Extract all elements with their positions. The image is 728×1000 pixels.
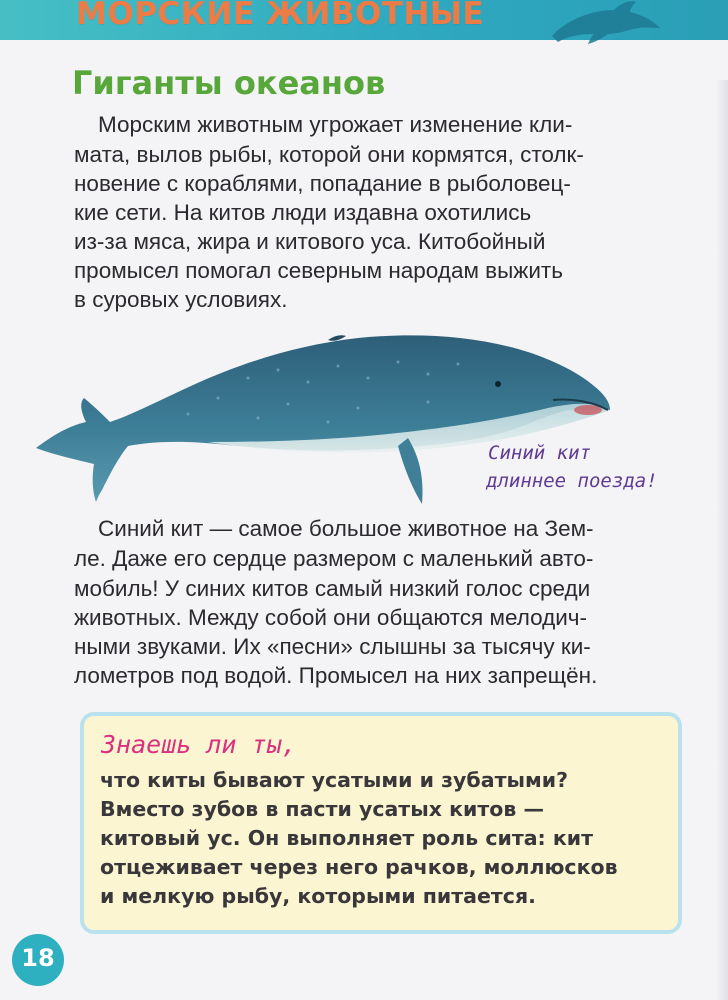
text-line: промысел помогал северным народам выжить [74, 258, 563, 283]
section-title: Гиганты океанов [72, 64, 386, 102]
text-line: кие сети. На китов люди издавна охотились [74, 200, 532, 225]
text-line: в суровых условиях. [74, 287, 288, 312]
page-number: 18 [21, 944, 55, 972]
fact-line: и мелкую рыбу, которыми питается. [100, 884, 536, 908]
text-line: животных. Между собой они общаются мелодич- [74, 605, 588, 630]
whale-caption-line-1: Синий кит [488, 442, 591, 464]
chapter-title: МОРСКИЕ ЖИВОТНЫЕ [76, 0, 485, 32]
fact-line: отцеживает через него рачков, моллюсков [100, 855, 618, 879]
page-edge-shadow [716, 80, 728, 1000]
text-line: новение с кораблями, попадание в рыболовец- [74, 171, 571, 196]
fact-line: что киты бывают усатыми и зубатыми? [100, 768, 568, 792]
whale-caption-line-2: длиннее поезда! [486, 470, 658, 492]
did-you-know-heading: Знаешь ли ты, [101, 730, 297, 759]
did-you-know-box [80, 712, 682, 934]
text-line: из-за мяса, жира и китового уса. Китобойный [74, 229, 546, 254]
page-number-badge [12, 934, 64, 986]
text-line: мата, вылов рыбы, которой они кормятся, столк- [74, 142, 584, 167]
text-line: Синий кит — самое большое животное на Зем- [98, 516, 594, 541]
fact-line: китовый ус. Он выполняет роль сита: кит [100, 826, 594, 850]
fact-line: Вместо зубов в пасти усатых китов — [100, 797, 544, 821]
dolphin-icon [548, 0, 668, 52]
text-line: лометров под водой. Промысел на них запрещён. [74, 663, 598, 688]
text-line: Морским животным угрожает изменение кли- [98, 112, 573, 137]
text-line: ле. Даже его сердце размером с маленький авто- [74, 546, 594, 571]
text-line: мобиль! У синих китов самый низкий голос среди [74, 576, 591, 601]
text-line: ными звуками. Их «песни» слышны за тысячу ки- [74, 634, 591, 659]
